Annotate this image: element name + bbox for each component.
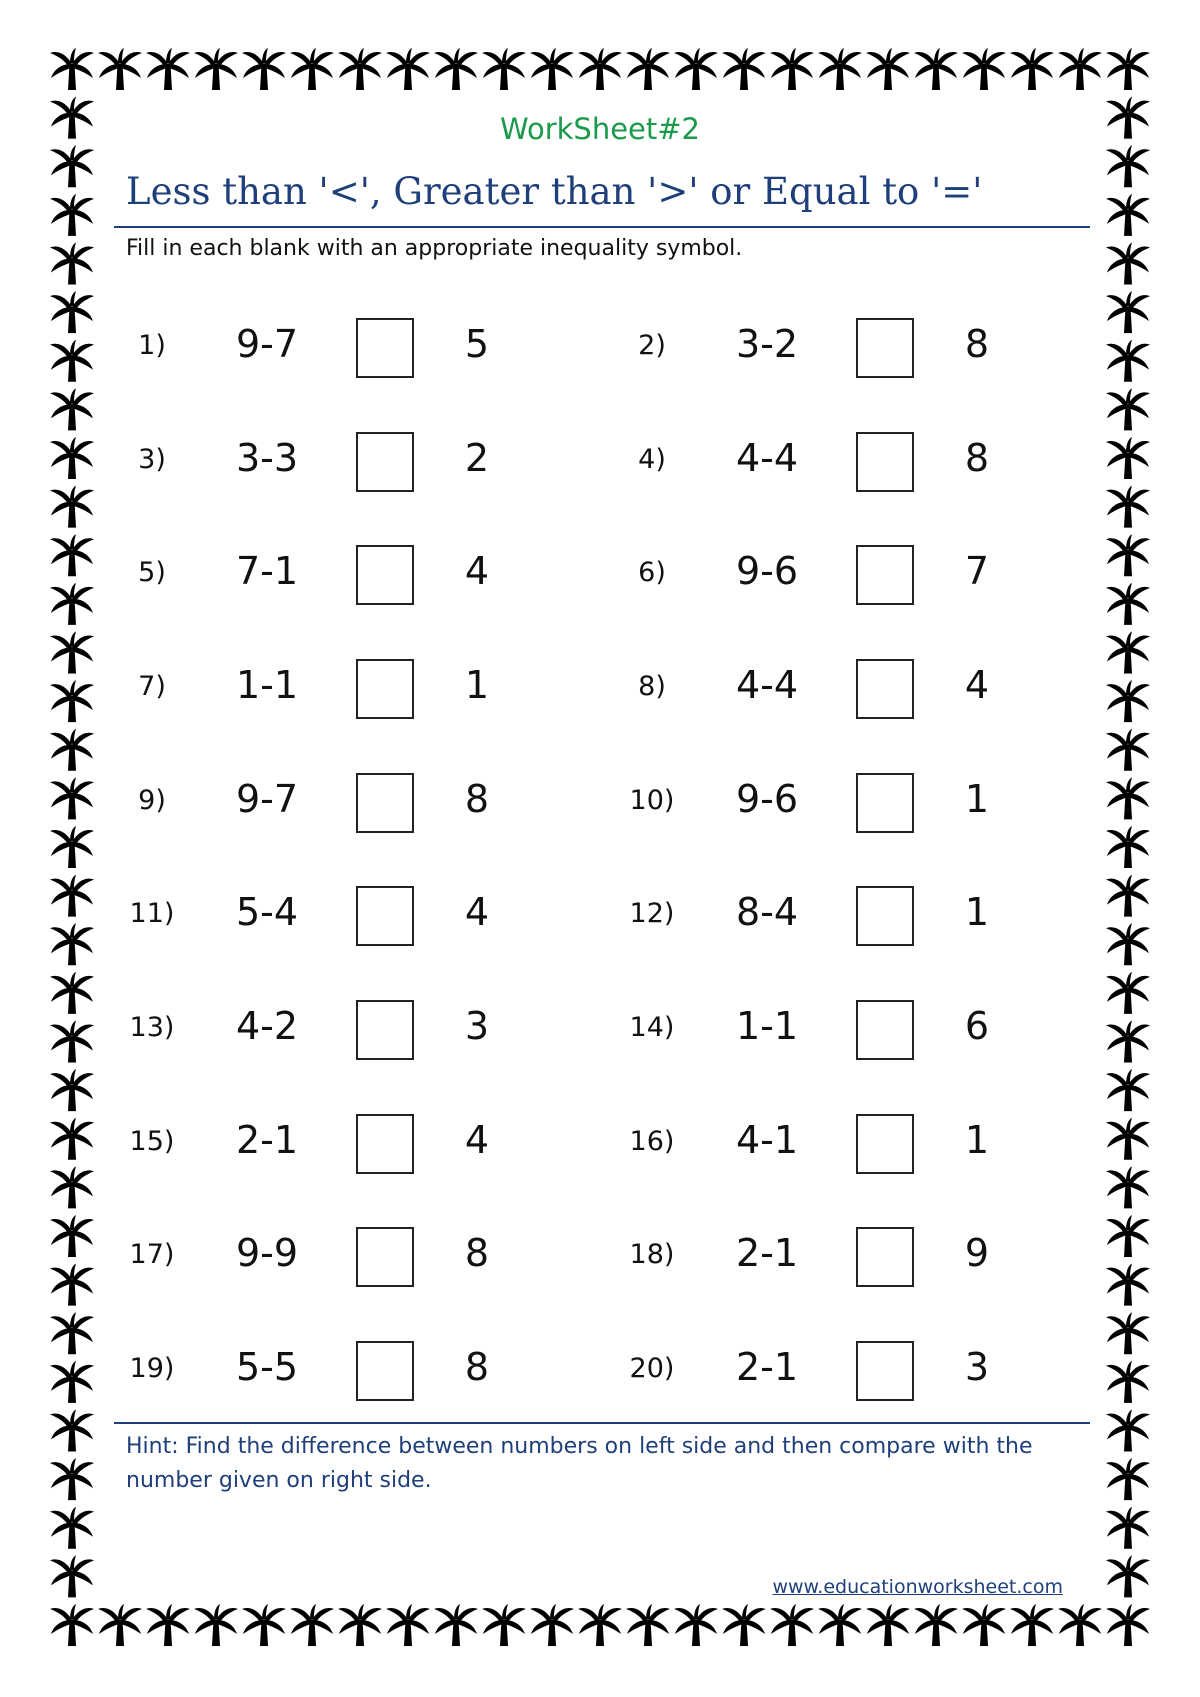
problem-expression: 4-1 — [735, 1118, 799, 1162]
problem-number: 16) — [629, 1126, 675, 1157]
problem-expression: 5-4 — [235, 890, 299, 934]
problem-expression: 4-4 — [735, 436, 799, 480]
palm-tree-icon — [1106, 1166, 1150, 1208]
palm-tree-icon — [50, 777, 94, 819]
palm-tree-icon — [1010, 1604, 1054, 1646]
palm-tree-icon — [98, 48, 142, 90]
problem-expression: 9-6 — [735, 549, 799, 593]
palm-tree-icon — [50, 680, 94, 722]
palm-tree-icon — [1106, 1312, 1150, 1354]
palm-tree-icon — [194, 1604, 238, 1646]
comparison-number: 8 — [964, 322, 990, 366]
problem-expression: 1-1 — [235, 663, 299, 707]
palm-tree-icon — [962, 1604, 1006, 1646]
problem-expression: 8-4 — [735, 890, 799, 934]
palm-tree-icon — [1106, 1458, 1150, 1500]
problem-number: 3) — [138, 444, 166, 475]
palm-tree-icon — [50, 1410, 94, 1452]
palm-tree-icon — [1106, 1604, 1150, 1646]
palm-tree-icon — [386, 48, 430, 90]
palm-tree-icon — [50, 875, 94, 917]
palm-tree-icon — [50, 48, 94, 90]
palm-tree-icon — [674, 48, 718, 90]
comparison-number: 1 — [464, 663, 490, 707]
palm-tree-icon — [50, 972, 94, 1014]
palm-tree-icon — [50, 729, 94, 771]
comparison-number: 2 — [464, 436, 490, 480]
palm-tree-icon — [50, 1166, 94, 1208]
palm-tree-icon — [98, 1604, 142, 1646]
answer-box[interactable] — [856, 1341, 914, 1401]
palm-tree-icon — [818, 1604, 862, 1646]
comparison-number: 8 — [464, 1231, 490, 1275]
answer-box[interactable] — [356, 1227, 414, 1287]
palm-tree-icon — [722, 48, 766, 90]
palm-tree-icon — [50, 437, 94, 479]
palm-tree-icon — [146, 48, 190, 90]
problem-number: 4) — [638, 444, 666, 475]
palm-tree-icon — [674, 1604, 718, 1646]
problem-expression: 9-9 — [235, 1231, 299, 1275]
palm-tree-icon — [626, 48, 670, 90]
comparison-number: 3 — [464, 1004, 490, 1048]
palm-tree-icon — [1106, 875, 1150, 917]
problem-number: 20) — [629, 1353, 675, 1384]
palm-tree-icon — [1106, 777, 1150, 819]
answer-box[interactable] — [356, 545, 414, 605]
palm-tree-icon — [1106, 1118, 1150, 1160]
palm-tree-icon — [50, 486, 94, 528]
problem-number: 5) — [138, 557, 166, 588]
palm-tree-icon — [1106, 437, 1150, 479]
palm-tree-icon — [50, 826, 94, 868]
problem-number: 14) — [629, 1012, 675, 1043]
palm-tree-icon — [50, 243, 94, 285]
palm-tree-icon — [50, 1215, 94, 1257]
problem-number: 7) — [138, 671, 166, 702]
palm-tree-icon — [50, 1361, 94, 1403]
palm-tree-icon — [1106, 1264, 1150, 1306]
palm-tree-icon — [50, 1604, 94, 1646]
comparison-number: 9 — [964, 1231, 990, 1275]
answer-box[interactable] — [356, 773, 414, 833]
answer-box[interactable] — [856, 1000, 914, 1060]
palm-tree-icon — [1106, 826, 1150, 868]
palm-tree-icon — [50, 632, 94, 674]
palm-tree-icon — [50, 923, 94, 965]
palm-tree-icon — [1106, 972, 1150, 1014]
palm-tree-icon — [50, 1021, 94, 1063]
palm-tree-icon — [1106, 1021, 1150, 1063]
comparison-number: 4 — [464, 549, 490, 593]
title-divider — [114, 226, 1090, 228]
palm-tree-icon — [50, 1458, 94, 1500]
instructions-text: Fill in each blank with an appropriate inequality symbol. — [126, 236, 743, 261]
comparison-number: 1 — [964, 777, 990, 821]
palm-tree-icon — [50, 534, 94, 576]
palm-tree-icon — [1106, 194, 1150, 236]
palm-tree-icon — [50, 1069, 94, 1111]
problem-expression: 2-1 — [235, 1118, 299, 1162]
answer-box[interactable] — [356, 432, 414, 492]
answer-box[interactable] — [356, 1341, 414, 1401]
palm-tree-icon — [770, 1604, 814, 1646]
palm-tree-icon — [50, 1507, 94, 1549]
problem-number: 1) — [138, 330, 166, 361]
answer-box[interactable] — [356, 659, 414, 719]
problem-expression: 7-1 — [235, 549, 299, 593]
problem-expression: 5-5 — [235, 1345, 299, 1389]
palm-tree-icon — [386, 1604, 430, 1646]
problem-expression: 9-6 — [735, 777, 799, 821]
palm-tree-icon — [50, 145, 94, 187]
problem-number: 19) — [129, 1353, 175, 1384]
palm-tree-icon — [1106, 48, 1150, 90]
answer-box[interactable] — [856, 1114, 914, 1174]
comparison-number: 3 — [964, 1345, 990, 1389]
problem-expression: 2-1 — [735, 1345, 799, 1389]
comparison-number: 7 — [964, 549, 990, 593]
answer-box[interactable] — [356, 318, 414, 378]
problem-number: 13) — [129, 1012, 175, 1043]
palm-tree-icon — [1106, 632, 1150, 674]
palm-tree-icon — [866, 1604, 910, 1646]
hint-divider — [114, 1422, 1090, 1424]
palm-tree-icon — [50, 291, 94, 333]
comparison-number: 8 — [464, 777, 490, 821]
palm-tree-icon — [50, 1118, 94, 1160]
comparison-number: 4 — [464, 890, 490, 934]
answer-box[interactable] — [856, 545, 914, 605]
answer-box[interactable] — [856, 318, 914, 378]
palm-tree-icon — [50, 340, 94, 382]
palm-tree-icon — [194, 48, 238, 90]
problem-number: 11) — [129, 898, 175, 929]
palm-tree-icon — [866, 48, 910, 90]
palm-tree-icon — [50, 1555, 94, 1597]
palm-tree-icon — [242, 48, 286, 90]
palm-tree-icon — [50, 1264, 94, 1306]
problem-number: 12) — [629, 898, 675, 929]
palm-tree-icon — [50, 388, 94, 430]
palm-tree-icon — [1106, 534, 1150, 576]
palm-tree-icon — [1106, 923, 1150, 965]
problem-number: 2) — [638, 330, 666, 361]
answer-box[interactable] — [356, 1114, 414, 1174]
problem-number: 6) — [638, 557, 666, 588]
palm-tree-icon — [722, 1604, 766, 1646]
problem-number: 9) — [138, 785, 166, 816]
worksheet-title: Less than '<', Greater than '>' or Equal to '=' — [126, 170, 983, 213]
footer-link[interactable]: www.educationworksheet.com — [772, 1576, 1063, 1598]
comparison-number: 5 — [464, 322, 490, 366]
worksheet-number-label: WorkSheet#2 — [499, 112, 701, 146]
palm-tree-icon — [1106, 1069, 1150, 1111]
palm-tree-icon — [818, 48, 862, 90]
palm-tree-icon — [914, 48, 958, 90]
palm-tree-icon — [914, 1604, 958, 1646]
palm-tree-icon — [1106, 243, 1150, 285]
comparison-number: 8 — [464, 1345, 490, 1389]
comparison-number: 1 — [964, 1118, 990, 1162]
palm-tree-icon — [962, 48, 1006, 90]
palm-tree-icon — [434, 48, 478, 90]
answer-box[interactable] — [856, 659, 914, 719]
palm-tree-icon — [434, 1604, 478, 1646]
palm-tree-icon — [290, 48, 334, 90]
answer-box[interactable] — [356, 886, 414, 946]
palm-tree-icon — [1106, 1215, 1150, 1257]
palm-tree-icon — [1106, 1507, 1150, 1549]
palm-tree-icon — [530, 1604, 574, 1646]
comparison-number: 8 — [964, 436, 990, 480]
palm-tree-icon — [338, 1604, 382, 1646]
answer-box[interactable] — [356, 1000, 414, 1060]
problem-expression: 9-7 — [235, 777, 299, 821]
palm-tree-icon — [50, 583, 94, 625]
palm-tree-icon — [1010, 48, 1054, 90]
problem-expression: 4-4 — [735, 663, 799, 707]
problem-number: 15) — [129, 1126, 175, 1157]
comparison-number: 6 — [964, 1004, 990, 1048]
palm-tree-icon — [290, 1604, 334, 1646]
problem-number: 8) — [638, 671, 666, 702]
palm-tree-icon — [146, 1604, 190, 1646]
palm-tree-icon — [1106, 291, 1150, 333]
answer-box[interactable] — [856, 773, 914, 833]
problem-expression: 2-1 — [735, 1231, 799, 1275]
palm-tree-icon — [50, 194, 94, 236]
problem-number: 18) — [629, 1239, 675, 1270]
palm-tree-icon — [482, 48, 526, 90]
hint-text: Hint: Find the difference between numbers on left side and then compare with the number given on right side. — [126, 1434, 1033, 1493]
problem-expression: 4-2 — [235, 1004, 299, 1048]
palm-tree-icon — [1106, 388, 1150, 430]
palm-tree-icon — [1106, 583, 1150, 625]
palm-tree-icon — [338, 48, 382, 90]
palm-tree-icon — [1106, 340, 1150, 382]
answer-box[interactable] — [856, 1227, 914, 1287]
palm-tree-icon — [50, 1312, 94, 1354]
problem-expression: 3-2 — [735, 322, 799, 366]
comparison-number: 4 — [464, 1118, 490, 1162]
problem-expression: 1-1 — [735, 1004, 799, 1048]
problem-number: 17) — [129, 1239, 175, 1270]
palm-tree-icon — [1106, 680, 1150, 722]
palm-tree-icon — [1106, 729, 1150, 771]
palm-tree-icon — [1058, 48, 1102, 90]
palm-tree-icon — [1106, 1555, 1150, 1597]
palm-tree-icon — [1106, 1361, 1150, 1403]
problem-number: 10) — [629, 785, 675, 816]
problem-expression: 3-3 — [235, 436, 299, 480]
palm-tree-icon — [1106, 145, 1150, 187]
comparison-number: 4 — [964, 663, 990, 707]
answer-box[interactable] — [856, 886, 914, 946]
palm-tree-icon — [530, 48, 574, 90]
palm-tree-icon — [626, 1604, 670, 1646]
palm-tree-icon — [1106, 1410, 1150, 1452]
palm-tree-icon — [482, 1604, 526, 1646]
palm-tree-icon — [1106, 486, 1150, 528]
answer-box[interactable] — [856, 432, 914, 492]
palm-tree-icon — [242, 1604, 286, 1646]
palm-tree-icon — [578, 1604, 622, 1646]
comparison-number: 1 — [964, 890, 990, 934]
problem-expression: 9-7 — [235, 322, 299, 366]
palm-tree-icon — [770, 48, 814, 90]
palm-tree-icon — [578, 48, 622, 90]
palm-tree-icon — [1058, 1604, 1102, 1646]
